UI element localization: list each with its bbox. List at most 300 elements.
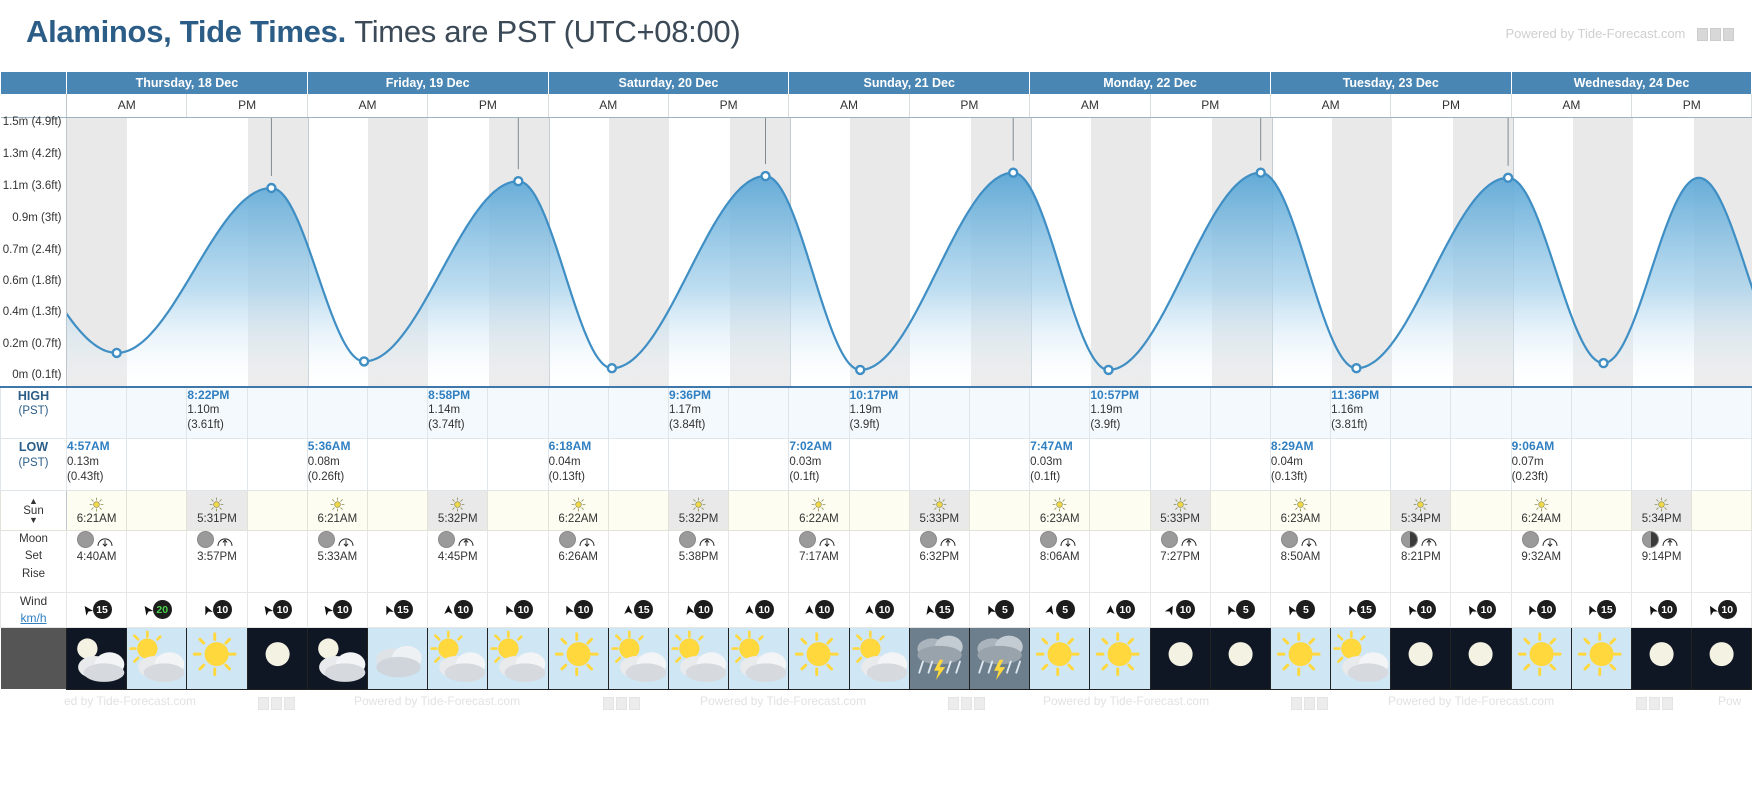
- high-time: 10:57PM: [1090, 387, 1140, 402]
- wind-row: [1, 593, 1752, 628]
- low-cell-13: [849, 439, 909, 491]
- moon-phase-icon: [1522, 531, 1539, 548]
- wind-direction-arrow-icon: ➤: [1160, 601, 1180, 619]
- day-header-4: Monday, 22 Dec: [1030, 72, 1271, 94]
- wind-direction-arrow-icon: ➤: [197, 601, 217, 619]
- forecast-grid: [0, 72, 1752, 690]
- partly-cloudy-day-icon: [1331, 627, 1391, 689]
- footer-powered-2: Powered by Tide-Forecast.com: [354, 693, 521, 708]
- wind-direction-arrow-icon: ➤: [741, 604, 757, 616]
- day-header-6: Wednesday, 24 Dec: [1511, 72, 1752, 94]
- ampm-6-am: AM: [1511, 94, 1631, 117]
- moon-rise-icon: [1178, 534, 1200, 548]
- low-m: 0.07m: [1511, 455, 1544, 468]
- footer-powered-3: Powered by Tide-Forecast.com: [700, 693, 867, 708]
- low-cell-21: [1331, 439, 1391, 491]
- wind-direction-arrow-icon: ➤: [920, 602, 938, 618]
- moonrise-time: 9:14PM: [1641, 551, 1682, 563]
- day-header-3: Sunday, 21 Dec: [789, 72, 1030, 94]
- sun-icon: [1293, 497, 1308, 512]
- powered-by-top: [1505, 26, 1734, 41]
- low-cell-22: [1391, 439, 1451, 491]
- moon-blank-cell: [488, 531, 548, 593]
- wind-speed-badge: 5: [1056, 600, 1075, 619]
- clear-night-icon: [1210, 627, 1270, 689]
- sun-icon: [330, 497, 345, 512]
- wind-speed-badge: 15: [1597, 600, 1616, 619]
- sun-icon: [1413, 497, 1428, 512]
- wind-speed-badge: 10: [1176, 600, 1195, 619]
- moonrise-time: 8:21PM: [1401, 551, 1441, 563]
- moon-phase-icon: [1401, 531, 1418, 548]
- wind-cell-14: [909, 593, 969, 628]
- wind-speed-badge: 15: [93, 600, 112, 619]
- flag-icons: [1695, 26, 1734, 41]
- high-cell-18: [1150, 387, 1210, 439]
- wind-direction-arrow-icon: ➤: [559, 601, 578, 619]
- moonrise-time: 3:57PM: [197, 551, 237, 563]
- high-cell-13: [849, 387, 909, 439]
- moon-rise-label: Rise: [21, 567, 45, 580]
- clear-night-icon: [1451, 627, 1511, 689]
- moon-phase-icon: [77, 531, 94, 548]
- wind-speed-badge: 10: [875, 600, 894, 619]
- sun-icon: [571, 497, 586, 512]
- high-time: 8:22PM: [187, 387, 230, 402]
- sun-icon: [1173, 497, 1188, 512]
- partly-cloudy-day-icon: [127, 627, 187, 689]
- moon-set-icon: [335, 534, 357, 548]
- wind-unit-link[interactable]: km/h: [20, 610, 47, 625]
- ampm-0-am: AM: [67, 94, 187, 117]
- sun-blank-cell: [1331, 491, 1391, 531]
- low-m: 0.03m: [1030, 455, 1063, 468]
- high-cell-3: [247, 387, 307, 439]
- wind-direction-arrow-icon: ➤: [980, 601, 999, 619]
- ytick-1: 1.3m (4.2ft): [2, 147, 62, 160]
- moon-label-text: Moon: [19, 533, 48, 545]
- high-cell-1: [127, 387, 187, 439]
- sun-label-text: Sun: [23, 504, 44, 517]
- low-cell-4: [307, 439, 367, 491]
- moon-rise-icon: [696, 534, 718, 548]
- sunrise-time: 6:23AM: [1039, 512, 1080, 525]
- sun-down-caret: ▼: [29, 514, 38, 525]
- wind-cell-12: [789, 593, 849, 628]
- moon-blank-cell: [1331, 531, 1391, 593]
- moonrise-cell-3: [909, 531, 969, 593]
- high-cell-20: [1270, 387, 1330, 439]
- wind-cell-5: [367, 593, 427, 628]
- ampm-2-am: AM: [548, 94, 668, 117]
- moon-blank-cell: [247, 531, 307, 593]
- wind-cell-11: [729, 593, 789, 628]
- high-cell-22: [1391, 387, 1451, 439]
- low-ft: (0.13ft): [548, 470, 585, 483]
- sunrise-time: 6:24AM: [1521, 512, 1562, 525]
- sunset-cell-6: [1632, 491, 1692, 531]
- high-cell-9: [608, 387, 668, 439]
- moonset-time: 8:50AM: [1280, 551, 1321, 563]
- wind-cell-23: [1451, 593, 1511, 628]
- moon-row-label: [1, 531, 67, 593]
- wind-label-text: Wind: [19, 594, 48, 608]
- low-row-label: [1, 439, 67, 491]
- high-cell-25: [1571, 387, 1631, 439]
- wind-speed-badge: 10: [273, 600, 292, 619]
- tide-chart-row: [1, 117, 1752, 387]
- sun-icon: [1052, 497, 1067, 512]
- day-header-2: Saturday, 20 Dec: [548, 72, 789, 94]
- low-time: 5:36AM: [307, 439, 351, 453]
- wind-cell-20: [1270, 593, 1330, 628]
- sun-icon: [209, 497, 224, 512]
- low-cell-1: [127, 439, 187, 491]
- weather-icon-row: [1, 627, 1752, 689]
- moonset-cell-0: [67, 531, 127, 593]
- day-header-0: Thursday, 18 Dec: [67, 72, 308, 94]
- high-cell-12: [789, 387, 849, 439]
- partly-cloudy-day-icon: [729, 627, 789, 689]
- low-time: 7:02AM: [789, 439, 833, 453]
- rain-thunder-icon: [969, 627, 1029, 689]
- wind-speed-badge: 10: [333, 600, 352, 619]
- wind-cell-17: [1090, 593, 1150, 628]
- wind-cell-16: [1030, 593, 1090, 628]
- moonset-time: 6:26AM: [558, 551, 598, 563]
- ytick-5: 0.6m (1.8ft): [2, 274, 62, 287]
- sunny-icon: [1571, 627, 1631, 689]
- low-m: 0.03m: [789, 455, 822, 468]
- ytick-3: 0.9m (3ft): [12, 211, 62, 224]
- moonrise-cell-1: [428, 531, 488, 593]
- high-cell-0: [67, 387, 127, 439]
- low-cell-5: [367, 439, 427, 491]
- low-cell-17: [1090, 439, 1150, 491]
- low-time: 4:57AM: [67, 439, 110, 453]
- moon-phase-icon: [1040, 531, 1057, 548]
- weather-row-label: [1, 627, 67, 689]
- low-cell-24: [1511, 439, 1571, 491]
- sun-icon: [811, 497, 826, 512]
- low-label-sub: (PST): [18, 456, 49, 469]
- high-m: 1.17m: [668, 404, 701, 417]
- wind-speed-badge: 10: [1477, 600, 1496, 619]
- footer-flags-4: [1289, 695, 1328, 713]
- low-time: 6:18AM: [548, 439, 592, 453]
- low-cell-2: [187, 439, 247, 491]
- sunset-time: 5:33PM: [919, 512, 960, 525]
- wind-speed-badge: 10: [1417, 600, 1436, 619]
- wind-direction-arrow-icon: ➤: [77, 601, 96, 619]
- sunset-cell-2: [668, 491, 728, 531]
- ampm-2-pm: PM: [668, 94, 788, 117]
- wind-direction-arrow-icon: ➤: [1041, 602, 1059, 617]
- sun-blank-cell: [1571, 491, 1631, 531]
- wind-direction-arrow-icon: ➤: [861, 604, 877, 616]
- moonset-cell-2: [548, 531, 608, 593]
- moon-set-icon: [94, 534, 116, 548]
- ampm-1-am: AM: [307, 94, 427, 117]
- low-tide-row: [1, 439, 1752, 491]
- powered-by-text: Powered by Tide-Forecast.com: [1505, 26, 1686, 41]
- cloudy-icon: [367, 627, 427, 689]
- wind-speed-badge: 5: [1236, 600, 1255, 619]
- sunset-time: 5:34PM: [1401, 512, 1441, 525]
- sunny-icon: [1511, 627, 1571, 689]
- footer-flags-1: [256, 695, 295, 713]
- sunset-time: 5:34PM: [1641, 512, 1682, 525]
- clear-night-icon: [1391, 627, 1451, 689]
- wind-speed-badge: 20: [153, 600, 172, 619]
- sun-blank-cell: [1210, 491, 1270, 531]
- partly-cloudy-night-icon: [307, 627, 367, 689]
- high-cell-16: [1030, 387, 1090, 439]
- wind-cell-8: [548, 593, 608, 628]
- low-cell-9: [608, 439, 668, 491]
- low-m: 0.13m: [67, 455, 99, 468]
- high-time: 11:36PM: [1331, 387, 1380, 402]
- sun-icon: [691, 497, 706, 512]
- wind-direction-arrow-icon: ➤: [1341, 601, 1360, 619]
- moon-phase-icon: [1161, 531, 1178, 548]
- partly-cloudy-day-icon: [488, 627, 548, 689]
- wind-direction-arrow-icon: ➤: [257, 601, 277, 619]
- ytick-8: 0m (0.1ft): [12, 368, 62, 381]
- ampm-3-am: AM: [789, 94, 909, 117]
- moon-phase-icon: [318, 531, 335, 548]
- low-ft: (0.23ft): [1511, 470, 1549, 483]
- high-m: 1.16m: [1331, 404, 1364, 417]
- moon-set-icon: [1298, 534, 1320, 548]
- wind-direction-arrow-icon: ➤: [1642, 601, 1661, 619]
- ampm-0-pm: PM: [187, 94, 307, 117]
- ampm-1-pm: PM: [428, 94, 548, 117]
- partly-cloudy-day-icon: [849, 627, 909, 689]
- high-m: 1.10m: [187, 404, 220, 417]
- wind-cell-18: [1150, 593, 1210, 628]
- high-cell-7: [488, 387, 548, 439]
- wind-speed-badge: 10: [454, 600, 473, 619]
- day-header-row: [1, 72, 1752, 94]
- sunrise-time: 6:21AM: [317, 512, 358, 525]
- wind-speed-badge: 10: [1116, 600, 1135, 619]
- partly-cloudy-day-icon: [608, 627, 668, 689]
- moonrise-time: 5:38PM: [678, 551, 719, 563]
- wind-direction-arrow-icon: ➤: [620, 604, 636, 616]
- high-ft: (3.74ft): [428, 419, 465, 432]
- wind-direction-arrow-icon: ➤: [1102, 604, 1118, 616]
- ampm-6-pm: PM: [1632, 94, 1752, 117]
- sunset-time: 5:32PM: [437, 512, 478, 525]
- wind-speed-badge: 5: [1296, 600, 1315, 619]
- moonset-cell-3: [789, 531, 849, 593]
- sun-blank-cell: [367, 491, 427, 531]
- wind-speed-badge: 15: [1357, 600, 1376, 619]
- low-cell-10: [668, 439, 728, 491]
- low-cell-15: [969, 439, 1029, 491]
- high-m: 1.14m: [428, 404, 461, 417]
- wind-speed-badge: 10: [1658, 600, 1677, 619]
- moon-phase-icon: [197, 531, 214, 548]
- moon-blank-cell: [1692, 531, 1752, 593]
- footer-flags-5: [1634, 695, 1673, 713]
- sun-blank-cell: [1692, 491, 1752, 531]
- high-row-label: [1, 387, 67, 439]
- wind-row-label: [1, 593, 67, 628]
- moonset-cell-5: [1270, 531, 1330, 593]
- moonrise-cell-0: [187, 531, 247, 593]
- moon-blank-cell: [608, 531, 668, 593]
- sunrise-cell-1: [307, 491, 367, 531]
- low-cell-18: [1150, 439, 1210, 491]
- sun-blank-cell: [488, 491, 548, 531]
- ampm-3-pm: PM: [909, 94, 1029, 117]
- high-m: 1.19m: [849, 404, 882, 417]
- low-cell-14: [909, 439, 969, 491]
- wind-cell-19: [1210, 593, 1270, 628]
- high-ft: (3.84ft): [668, 419, 706, 432]
- sunset-time: 5:33PM: [1160, 512, 1200, 525]
- wind-speed-badge: 10: [1537, 600, 1556, 619]
- moonset-time: 4:40AM: [76, 551, 117, 563]
- sun-blank-cell: [729, 491, 789, 531]
- ampm-4-pm: PM: [1150, 94, 1270, 117]
- low-cell-25: [1571, 439, 1631, 491]
- moonrise-cell-5: [1391, 531, 1451, 593]
- footer-powered-5: Powered by Tide-Forecast.com: [1388, 693, 1555, 708]
- moonrise-cell-2: [668, 531, 728, 593]
- wind-direction-arrow-icon: ➤: [1461, 601, 1481, 619]
- wind-speed-badge: 15: [634, 600, 653, 619]
- high-label-sub: (PST): [18, 405, 49, 418]
- high-time: 9:36PM: [668, 387, 711, 402]
- moon-phase-icon: [438, 531, 455, 548]
- moon-rise-icon: [937, 534, 959, 548]
- wind-cell-10: [668, 593, 728, 628]
- low-m: 0.08m: [307, 455, 340, 468]
- sunset-cell-0: [187, 491, 247, 531]
- sunset-time: 5:32PM: [678, 512, 719, 525]
- high-cell-23: [1451, 387, 1511, 439]
- low-ft: (0.1ft): [789, 470, 820, 483]
- wind-direction-arrow-icon: ➤: [1281, 601, 1300, 619]
- wind-cell-27: [1692, 593, 1752, 628]
- moon-set-icon: [576, 534, 598, 548]
- partly-cloudy-night-icon: [67, 627, 127, 689]
- wind-cell-3: [247, 593, 307, 628]
- ampm-5-pm: PM: [1391, 94, 1511, 117]
- high-cell-10: [668, 387, 728, 439]
- moonrise-time: 7:27PM: [1160, 551, 1200, 563]
- low-cell-0: [67, 439, 127, 491]
- low-cell-23: [1451, 439, 1511, 491]
- moon-blank-cell: [729, 531, 789, 593]
- low-cell-11: [729, 439, 789, 491]
- sunny-icon: [187, 627, 247, 689]
- footer-powered-4: Powered by Tide-Forecast.com: [1043, 693, 1210, 708]
- wind-speed-badge: 10: [574, 600, 593, 619]
- moon-phase-icon: [559, 531, 576, 548]
- page-footer: [0, 690, 1752, 716]
- sunset-time: 5:31PM: [197, 512, 237, 525]
- sunrise-cell-5: [1270, 491, 1330, 531]
- high-cell-26: [1632, 387, 1692, 439]
- tide-curve: [67, 118, 1752, 386]
- moonset-cell-6: [1511, 531, 1571, 593]
- wind-direction-arrow-icon: ➤: [1702, 601, 1722, 619]
- high-cell-15: [969, 387, 1029, 439]
- sun-up-caret: ▲: [29, 495, 38, 506]
- sun-blank-cell: [247, 491, 307, 531]
- moon-phase-icon: [1642, 531, 1659, 548]
- high-time: 8:58PM: [428, 387, 471, 402]
- low-ft: (0.26ft): [307, 470, 345, 483]
- sun-blank-cell: [969, 491, 1029, 531]
- sunset-cell-3: [909, 491, 969, 531]
- high-cell-27: [1692, 387, 1752, 439]
- footer-flags-3: [946, 695, 985, 713]
- tide-plot: [67, 118, 1752, 386]
- high-cell-4: [307, 387, 367, 439]
- high-cell-8: [548, 387, 608, 439]
- wind-cell-13: [849, 593, 909, 628]
- ampm-corner-cell: [1, 94, 67, 117]
- wind-cell-7: [488, 593, 548, 628]
- high-cell-17: [1090, 387, 1150, 439]
- moon-set-label: Set: [24, 550, 43, 563]
- low-cell-8: [548, 439, 608, 491]
- moon-blank-cell: [1571, 531, 1631, 593]
- low-cell-3: [247, 439, 307, 491]
- high-ft: (3.81ft): [1331, 419, 1368, 432]
- wind-cell-24: [1511, 593, 1571, 628]
- moon-blank-cell: [367, 531, 427, 593]
- sunrise-time: 6:22AM: [558, 512, 598, 525]
- moon-set-icon: [1539, 534, 1561, 548]
- high-ft: (3.9ft): [849, 419, 880, 432]
- ampm-4-am: AM: [1030, 94, 1150, 117]
- ytick-6: 0.4m (1.3ft): [2, 305, 62, 318]
- high-cell-21: [1331, 387, 1391, 439]
- sun-icon: [89, 497, 104, 512]
- wind-speed-badge: 10: [815, 600, 834, 619]
- low-m: 0.04m: [548, 455, 581, 468]
- clear-night-icon: [1150, 627, 1210, 689]
- moon-row: [1, 531, 1752, 593]
- y-axis: [1, 115, 67, 386]
- moonset-time: 5:33AM: [317, 551, 358, 563]
- wind-cell-0: [67, 593, 127, 628]
- ytick-4: 0.7m (2.4ft): [2, 243, 62, 256]
- sunny-icon: [1090, 627, 1150, 689]
- high-tide-row: [1, 387, 1752, 439]
- page-header: [0, 0, 1752, 72]
- low-time: 9:06AM: [1511, 439, 1555, 453]
- location-title: Alaminos, Tide Times.: [26, 14, 346, 49]
- sunny-icon: [1270, 627, 1330, 689]
- moon-rise-icon: [214, 534, 236, 548]
- partly-cloudy-day-icon: [668, 627, 728, 689]
- wind-speed-badge: 10: [514, 600, 533, 619]
- high-cell-24: [1511, 387, 1571, 439]
- moon-blank-cell: [1451, 531, 1511, 593]
- footer-powered-6: Pow: [1718, 693, 1742, 708]
- moon-blank-cell: [969, 531, 1029, 593]
- moon-blank-cell: [849, 531, 909, 593]
- wind-cell-6: [428, 593, 488, 628]
- sun-row: [1, 491, 1752, 531]
